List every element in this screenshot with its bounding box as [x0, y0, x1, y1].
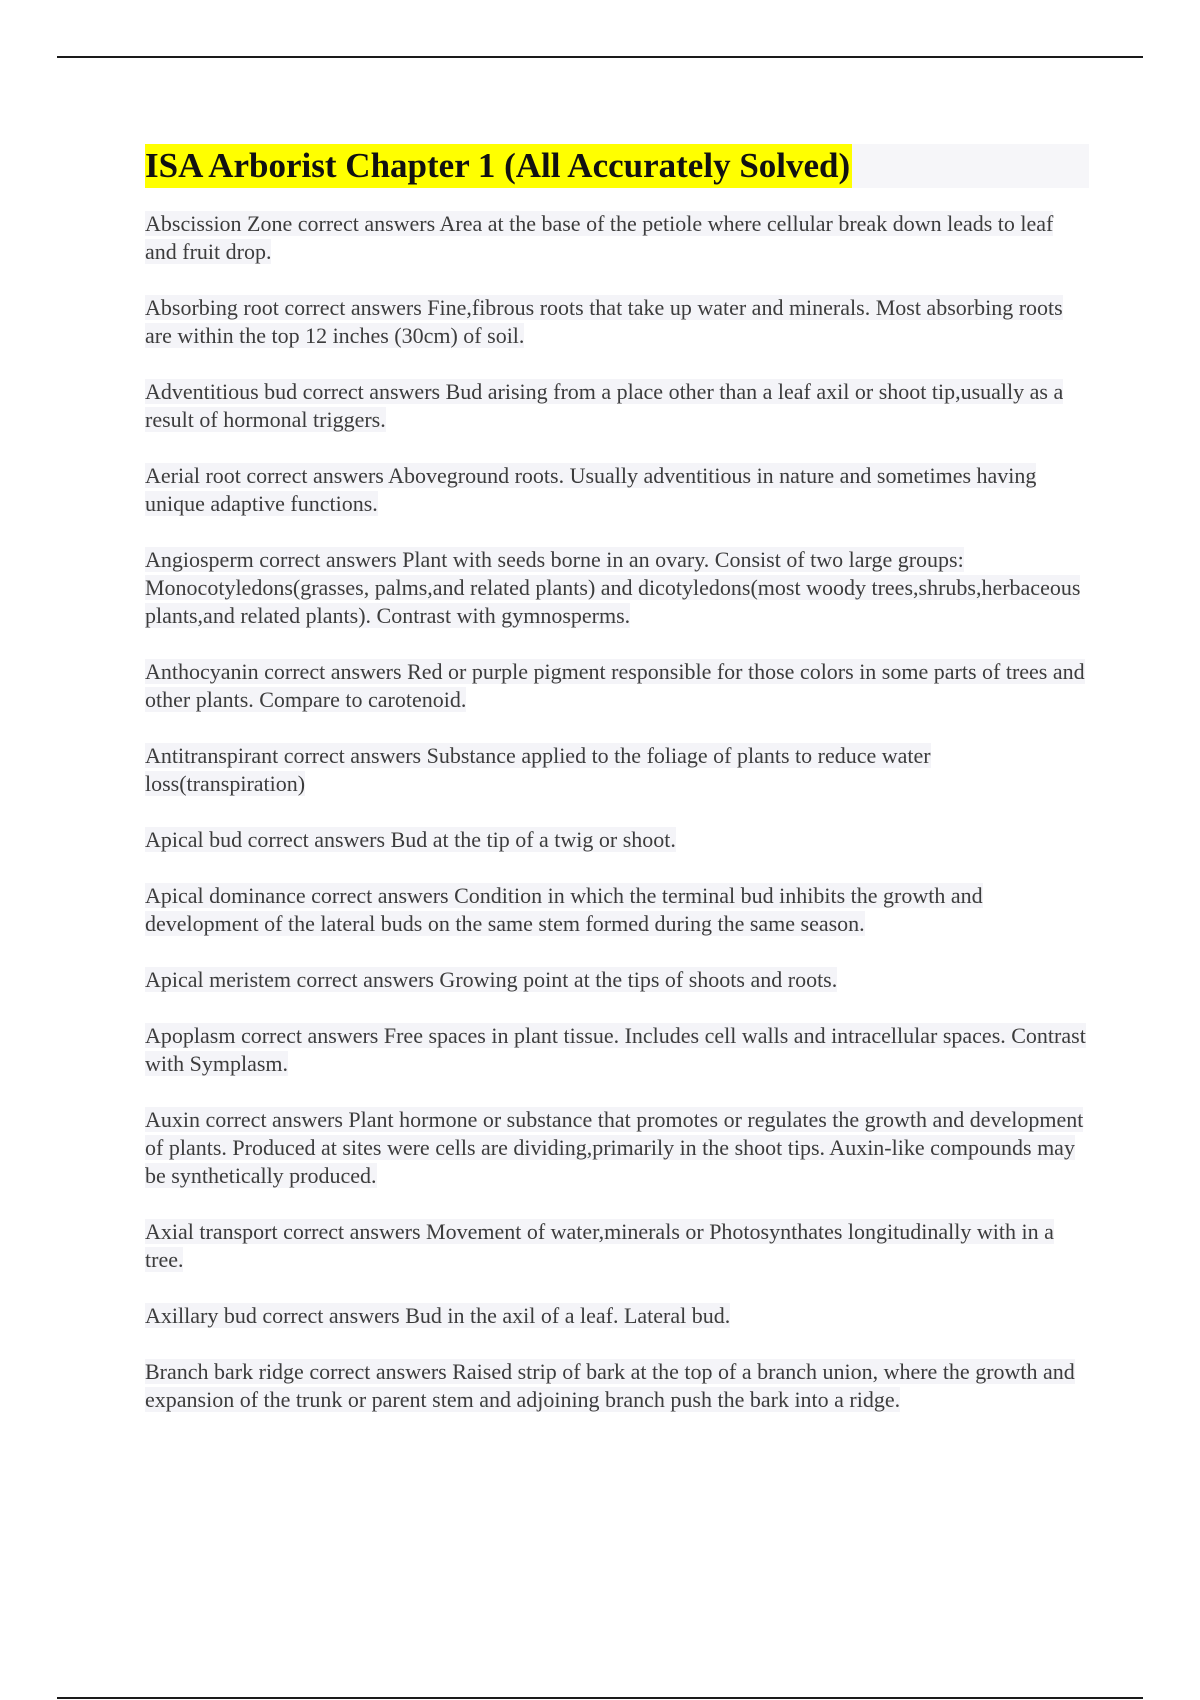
entry-text: Apical meristem correct answers Growing point at the tips of shoots and roots.	[145, 967, 838, 992]
glossary-entry	[145, 1302, 1089, 1330]
title-band	[145, 144, 1089, 188]
entry-text: Absorbing root correct answers Fine,fibrous roots that take up water and minerals. Most absorbing roots are within the top 12 inches (30cm) of soil.	[145, 295, 1063, 348]
glossary-entry	[145, 742, 1089, 798]
glossary-entry	[145, 1218, 1089, 1274]
entry-text: Angiosperm correct answers Plant with seeds borne in an ovary. Consist of two large groups: Monocotyledons(grasses, palms,and related plants) and dicotyledons(most woody trees,shrubs,herbaceous plants,and related plants). Contrast with gymnosperms.	[145, 547, 1081, 628]
glossary-entry	[145, 658, 1089, 714]
entry-text: Branch bark ridge correct answers Raised strip of bark at the top of a branch union, where the growth and expansion of the trunk or parent stem and adjoining branch push the bark into a ridge.	[145, 1359, 1075, 1412]
entry-text: Aerial root correct answers Aboveground roots. Usually adventitious in nature and sometimes having unique adaptive functions.	[145, 463, 1037, 516]
document-title: ISA Arborist Chapter 1 (All Accurately Solved)	[145, 144, 852, 188]
entry-text: Axial transport correct answers Movement of water,minerals or Photosynthates longitudinally with in a tree.	[145, 1219, 1054, 1272]
bottom-rule	[57, 1697, 1143, 1699]
entry-text: Axillary bud correct answers Bud in the axil of a leaf. Lateral bud.	[145, 1303, 731, 1328]
entry-text: Anthocyanin correct answers Red or purple pigment responsible for those colors in some parts of trees and other plants. Compare to carotenoid.	[145, 659, 1085, 712]
glossary-entry	[145, 882, 1089, 938]
entry-text: Apical bud correct answers Bud at the tip of a twig or shoot.	[145, 827, 676, 852]
entry-text: Abscission Zone correct answers Area at the base of the petiole where cellular break down leads to leaf and fruit drop.	[145, 211, 1054, 264]
entry-text: Apical dominance correct answers Condition in which the terminal bud inhibits the growth and development of the lateral buds on the same stem formed during the same season.	[145, 883, 983, 936]
glossary-entry	[145, 462, 1089, 518]
entry-text: Auxin correct answers Plant hormone or substance that promotes or regulates the growth and development of plants. Produced at sites were cells are dividing,primarily in the shoot tips. Auxin-like compounds may be synthetically produced.	[145, 1107, 1084, 1188]
glossary-entry	[145, 294, 1089, 350]
glossary-entry	[145, 378, 1089, 434]
glossary-entry	[145, 1106, 1089, 1190]
glossary-entry	[145, 1022, 1089, 1078]
glossary-entry	[145, 826, 1089, 854]
entry-text: Adventitious bud correct answers Bud arising from a place other than a leaf axil or shoot tip,usually as a result of hormonal triggers.	[145, 379, 1064, 432]
glossary-entry	[145, 210, 1089, 266]
entry-text: Antitranspirant correct answers Substance applied to the foliage of plants to reduce water loss(transpiration)	[145, 743, 931, 796]
entry-text: Apoplasm correct answers Free spaces in plant tissue. Includes cell walls and intracellular spaces. Contrast with Symplasm.	[145, 1023, 1086, 1076]
top-rule	[57, 56, 1143, 58]
glossary-entry	[145, 1358, 1089, 1414]
document-body	[145, 144, 1089, 1442]
glossary-entry	[145, 966, 1089, 994]
glossary-entry	[145, 546, 1089, 630]
